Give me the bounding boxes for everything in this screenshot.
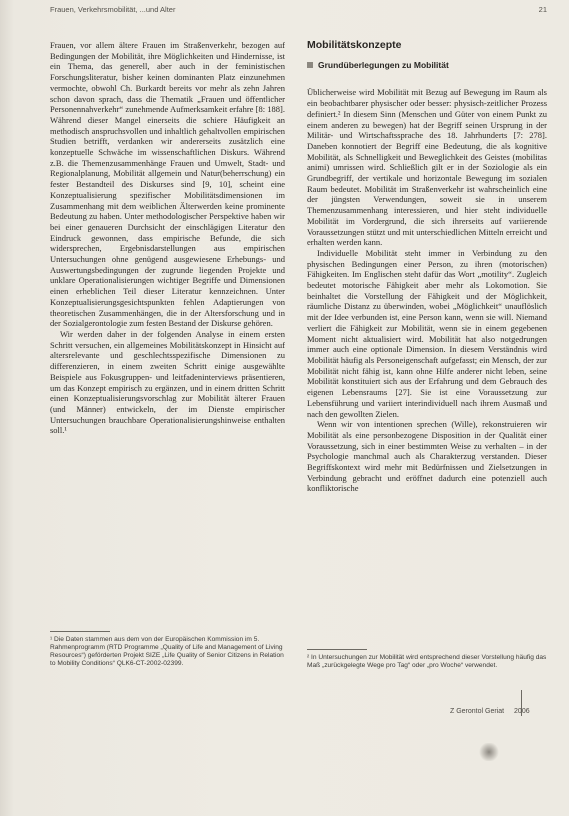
footnote-text: ² In Untersuchungen zur Mobilität wird entsprechend dieser Vorstellung häufig das Maß „zurückgelegte Wege pro Tag“ oder „pro Woche“ verwendet. (307, 654, 547, 669)
scan-smudge (478, 743, 500, 761)
journal-name: Z Gerontol Geriat (450, 708, 505, 715)
running-head-title: Frauen, Verkehrsmobilität, ...und Alter (50, 5, 176, 14)
body-paragraph: Individuelle Mobilität steht immer in Verbindung zu den physischen Bedingungen einer Person, zu ihren (motorischen) Fähigkeiten. Im Englischen steht dafür das Wort „motility“. Zugleich bedeutet motorische Fähigkeit aber mehr als Lokomotion. Sie beinhaltet die Vorstellung der Fähigkeit und der Möglichkeit, räumliche Distanz zu überwinden, wobei „Möglichkeit“ unauflöslich mit der Idee verbunden ist, eine Person kann, wenn sie will. Niemand verliert die Fähigkeit zur Mobilität, wenn sie in einem gegebenen Moment nicht aktualisiert wird. Mobilität hat also notgedrungen immer auch eine optionale Dimension. In diesem Verständnis wird Mobilität häufig als Personeigenschaft aufgefasst; ein Mensch, der zur Mobilität nicht fähig ist, kann ohne Hilfe anderer nicht leben, seine Mobilität konstituiert sich aus der Erfahrung und dem Gebrauch des eigenen Lebensraums [27]. Sie ist eine Voraussetzung zur Lebensführung und variiert interindividuell nach ihrem Ausmaß und nach den gewollten Zielen. (307, 247, 547, 419)
body-paragraph: Wir werden daher in der folgenden Analyse in einem ersten Schritt versuchen, ein allgemeines Mobilitätskonzept in Hinsicht auf altersrelevante und geschlechtsspezifische Dimensionen zu differenzieren, in einem zweiten Schritt einige ausgewählte Beispiele aus Fokusgruppen- und leitfadeninterviews präsentieren, um das Konzept empirisch zu ergänzen, und in einem dritten Schritt einen Konzeptualisierungsvorschlag zur Mobilität älterer Frauen (und Männer) entwickeln, der im Dienste empirischer Untersuchungen brauchbare Operationalisierungshinweise enthalten soll.¹ (50, 328, 285, 436)
body-paragraph: Üblicherweise wird Mobilität mit Bezug auf Bewegung im Raum als ein beobachtbarer physischer oder besser: physisch-zeitlicher Prozess definiert.² In diesem Sinn (Menschen und Güter von einem Punkt zu einem anderen zu bewegen) hat der Begriff seinen Ursprung in der Militär- und Wirtschaftssprache des 18. Jahrhunderts [7: 278]. Daneben konnotiert der Begriff eine Bedeutung, die als kognitive Mobilität, als Schnelligkeit und Beweglichkeit des Geistes (mobilitas animi) umrissen wird. Schließlich gilt er in der Soziologie als ein Grundbegriff, der vertikale und horizontale Bewegung im sozialen Raum bedeutet. Mobilität im Straßenverkehr ist wahrscheinlich eine der jüngsten Verwendungen, soweit sie in unserem Themenzusammenhang interessieren, und hier steht individuelle Mobilität im Vordergrund, die sich ihrerseits auf variierende Voraussetzungen stützt und mit unterschiedlichen Mitteln erreicht und erhalten werden kann. (307, 87, 547, 248)
subsection-title: Grundüberlegungen zu Mobilität (318, 59, 449, 70)
body-paragraph: Frauen, vor allem ältere Frauen im Straßenverkehr, bezogen auf Bedingungen der Mobilität, ihre Möglichkeiten und Hindernisse, ist ein Thema, das generell, aber auch in der feministischen Forschungsliteratur, bisher keinen dominanten Platz einzunehmen vermochte, obwohl Ch. Burkardt bereits vor mehr als zehn Jahren schon davon sprach, dass die Thematik „Frauen und öffentlicher Personennahverkehr“ zunehmende Aufmerksamkeit erfahre [8: 188]. Während dieser Mangel einerseits die schiere Häufigkeit an methodisch anspruchsvollen und inhaltlich gehaltvollen empirischen Studien betrifft, verdanken wir andererseits zusätzlich eine konzeptuelle Schwäche im wissenschaftlichen Diskurs. Während z.B. die Themenzusammenhänge Frauen und Umwelt, Stadt- und Regionalplanung, Mobilität allgemein und Natur(beherrschung) ein fester Bestandteil des Diskurses sind [9, 10], scheint eine Konzeptualisierung spezifischer Mobilitätsdimensionen im Zusammenhang mit dem weiblichen Älterwerden keine prominente Bedeutung zu haben. Unter methodologischer Perspektive haben wir bei einer genaueren Durchsicht der einschlägigen Literatur den Eindruck gewonnen, dass empirische Befunde, die sich widersprechen, Ergebnisdarstellungen aus empirischen Untersuchungen ohne genügend ausgewiesene Erhebungs- und Auswertungsbedingungen der zugrunde liegenden Projekte und unklare Operationalisierungen wichtiger Begriffe und Dimensionen einen erheblichen Teil dieser Literatur kennzeichnen. Unter Konzeptualisierungsgesichtspunkten fehlen Adaptierungen von theoretischen Zusammenhängen, die in der Altersforschung und in der Sozialgerontologie zum festen Bestand der Diskurse gehören. (50, 40, 285, 329)
footnote-text: ¹ Die Daten stammen aus dem von der Europäischen Kommission im 5. Rahmenprogramm (RTD Programme „Quality of Life and Management of Living Resources“) geförderten Projekt SIZE „Life Quality of Senior Citizens in Relation to Mobility Conditions“ QLK6-CT-2002-02399. (50, 636, 284, 667)
left-column (50, 40, 285, 436)
body-paragraph: Wenn wir von intentionen sprechen (Wille), rekonstruieren wir Mobilität als eine personbezogene Disposition in der Qualität einer Voraussetzung, sich in einer bestimmten Weise zu verhalten – in der Psychologie manchmal auch als Charakterzug verstanden. Dieser Begriffskontext wird mehr mit Bedürfnissen und Zielsetzungen in Verbindung gebracht und eröffnet dadurch eine potenziell auch konfliktorische (307, 419, 547, 494)
right-column (307, 40, 547, 494)
footnote-divider (50, 631, 110, 632)
journal-footer (450, 708, 530, 715)
square-bullet-icon (307, 62, 313, 68)
footnote-divider (307, 649, 367, 650)
journal-year: 2006 (514, 708, 530, 715)
page-number: 21 (538, 5, 547, 14)
subsection-heading (307, 60, 547, 71)
section-title: Mobilitätskonzepte (307, 39, 402, 51)
footnote-left (50, 631, 285, 668)
footnote-right (307, 649, 547, 670)
